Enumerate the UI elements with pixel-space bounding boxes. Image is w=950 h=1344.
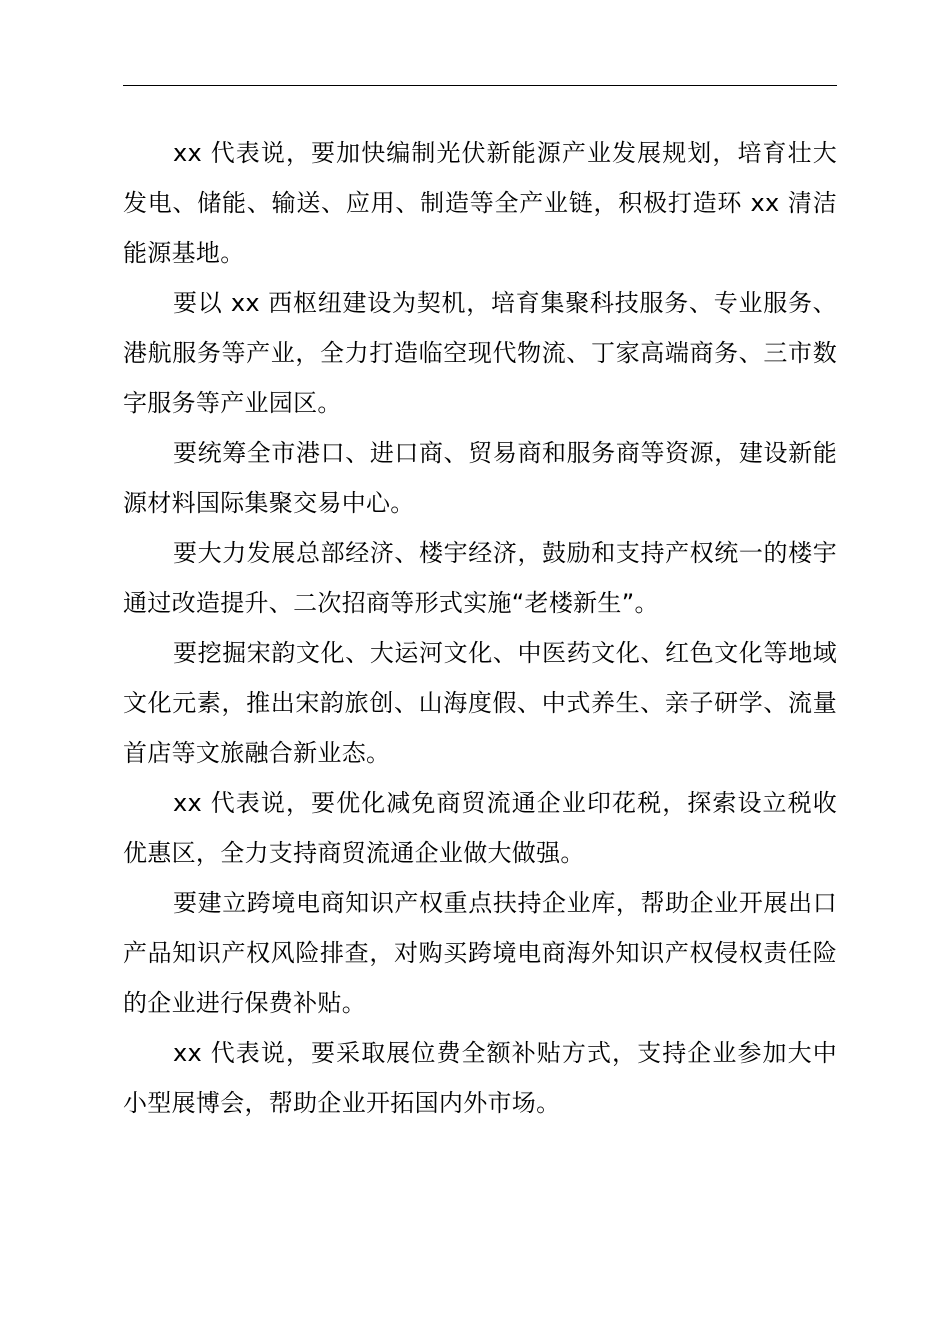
paragraph: xx 代表说，要优化减免商贸流通企业印花税，探索设立税收优惠区，全力支持商贸流通企业做大做强。 — [123, 789, 837, 867]
paragraph: 要挖掘宋韵文化、大运河文化、中医药文化、红色文化等地域文化元素，推出宋韵旅创、山海度假、中式养生、亲子研学、流量首店等文旅融合新业态。 — [123, 639, 837, 767]
paragraph: 要以 xx 西枢纽建设为契机，培育集聚科技服务、专业服务、港航服务等产业，全力打造临空现代物流、丁家高端商务、三市数字服务等产业园区。 — [123, 289, 837, 417]
paragraph: 要建立跨境电商知识产权重点扶持企业库，帮助企业开展出口产品知识产权风险排查，对购买跨境电商海外知识产权侵权责任险的企业进行保费补贴。 — [123, 889, 837, 1017]
header-rule — [123, 85, 837, 86]
paragraph: 要统筹全市港口、进口商、贸易商和服务商等资源，建设新能源材料国际集聚交易中心。 — [123, 439, 837, 517]
paragraph: 要大力发展总部经济、楼宇经济，鼓励和支持产权统一的楼宇通过改造提升、二次招商等形式实施“老楼新生”。 — [123, 539, 837, 617]
paragraph: xx 代表说，要加快编制光伏新能源产业发展规划，培育壮大发电、储能、输送、应用、制造等全产业链，积极打造环 xx 清洁能源基地。 — [123, 139, 837, 267]
paragraph: xx 代表说，要采取展位费全额补贴方式，支持企业参加大中小型展博会，帮助企业开拓国内外市场。 — [123, 1039, 837, 1117]
document-body — [123, 128, 837, 1128]
